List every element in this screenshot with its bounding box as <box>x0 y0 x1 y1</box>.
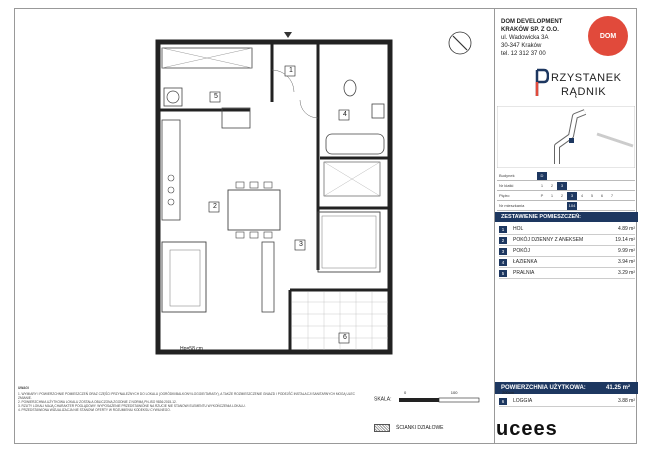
developer-street: ul. Wadowicka 3A <box>501 35 549 41</box>
floor-row <box>497 191 635 201</box>
floor-cell: 6 <box>600 192 604 198</box>
scale-zero: 0 <box>404 390 407 395</box>
room-area: 3.29 m² <box>618 270 635 276</box>
floor-cell: 4 <box>580 192 584 198</box>
plan-label-3: 3 <box>299 241 303 248</box>
room-number: 3 <box>499 248 507 255</box>
room-name: HOL <box>513 226 524 232</box>
developer-phone: tel. 12 312 37 00 <box>501 51 546 57</box>
loggia-row <box>499 396 635 407</box>
flat-row <box>497 201 635 211</box>
north-arrow-icon <box>447 30 473 56</box>
developer-name: DOM DEVELOPMENT <box>501 19 563 25</box>
scale-mid: 100 <box>450 390 458 395</box>
note-line: 2. POWIERZCHNIA UŻYTKOWA LOKALU ZOSTAŁA OBLICZONA ZGODNIE Z NORMĄ PN-ISO 9836:2015-12. <box>18 400 177 404</box>
floor-cell: 1 <box>550 192 554 198</box>
loggia-table <box>499 396 635 407</box>
building-value: D <box>537 172 547 180</box>
stairs-cell: 1 <box>540 182 544 188</box>
footer-brand: ucees <box>496 418 558 440</box>
loggia-name: LOGGIA <box>513 398 533 404</box>
room-area: 4.89 m² <box>618 226 635 232</box>
stairs-cell: 2 <box>550 182 554 188</box>
floor-cell: P <box>540 192 544 198</box>
room-area: 19.14 m² <box>615 237 635 243</box>
room-name: POKÓJ DZIENNY Z ANEKSEM <box>513 237 584 243</box>
building-row <box>497 171 635 181</box>
floor-label: Piętro <box>499 193 510 198</box>
room-area: 9.99 m² <box>618 248 635 254</box>
legend <box>374 424 444 432</box>
stairs-label: Nr klatki <box>499 183 514 188</box>
stairs-row <box>497 181 635 191</box>
room-number: 1 <box>499 226 507 233</box>
developer-city: 30-347 Kraków <box>501 43 542 49</box>
floor-cell: 2 <box>560 192 564 198</box>
loggia-number: 6 <box>499 398 507 405</box>
flat-value: 104 <box>568 202 576 208</box>
building-table <box>497 171 635 211</box>
partition-wall-swatch <box>374 424 390 432</box>
plan-label-1: 1 <box>289 67 293 74</box>
key-plan <box>497 106 635 168</box>
floor-cell: 3 <box>567 192 577 200</box>
room-row <box>499 268 635 279</box>
developer-address <box>501 18 562 58</box>
room-number: 5 <box>499 270 507 277</box>
loggia-area: 3.88 m² <box>618 398 635 404</box>
plan-label-2: 2 <box>213 203 217 210</box>
legend-label: ŚCIANKI DZIAŁOWE <box>396 425 444 431</box>
room-row <box>499 246 635 257</box>
plan-label-6: 6 <box>343 334 347 341</box>
room-name: POKÓJ <box>513 248 530 254</box>
room-row <box>499 224 635 235</box>
rooms-header: ZESTAWIENIE POMIESZCZEŃ: <box>495 212 638 222</box>
developer-logo <box>588 16 628 56</box>
notes-title: UWAGI <box>18 386 29 390</box>
room-name: PRALNIA <box>513 270 535 276</box>
notes-block <box>18 386 358 412</box>
project-name-line1: RZYSTANEK <box>551 72 622 84</box>
note-line: 1. WYMIARY I POWIERZCHNIE POMIESZCZEŃ ORAZ CZĘŚCI PRZYNALEŻNYCH DO LOKALU (OGRÓDKI/BALKONY/LOGGIE/TARASY), A TAKŻE ROZMIESZCZENIE GNIAZD I PODEJŚĆ INSTALACJI SANITARNYCH MOGĄ ULEC ZMIANIE. <box>18 392 355 400</box>
flat-label: Nr mieszkania <box>499 203 525 208</box>
room-row <box>499 257 635 268</box>
room-area: 3.94 m² <box>618 259 635 265</box>
height-note: Hp=58 cm <box>180 346 203 352</box>
scale-label: SKALA: <box>374 396 392 403</box>
floor-cell: 7 <box>610 192 614 198</box>
project-p-icon <box>535 68 549 98</box>
total-area-value: 41.25 m² <box>605 385 630 391</box>
info-panel <box>494 8 637 444</box>
scale-end: 200cm <box>501 390 514 395</box>
stairs-cell: 3 <box>557 182 567 190</box>
plan-label-5: 5 <box>214 93 218 100</box>
building-label: Budynek <box>499 173 515 178</box>
room-number: 2 <box>499 237 507 244</box>
floor-cell: 5 <box>590 192 594 198</box>
project-name-line2: RĄDNIK <box>561 86 607 98</box>
note-line: 4. PRZEDSTAWIONA WIZUALIZACJA NIE STANOWI OFERTY W ROZUMIENIU KODEKSU CYWILNEGO. <box>18 408 171 412</box>
room-number: 4 <box>499 259 507 266</box>
room-row <box>499 235 635 246</box>
rooms-table <box>499 224 635 279</box>
scale-block <box>374 390 514 406</box>
project-logo <box>535 68 625 102</box>
developer-logo-text: DOM <box>599 32 617 40</box>
total-area-bar <box>495 382 638 394</box>
developer-company: KRAKÓW SP. Z O.O. <box>501 27 559 33</box>
plan-label-4: 4 <box>343 111 347 118</box>
total-area-label: POWIERZCHNIA UŻYTKOWA: <box>501 385 586 391</box>
room-name: ŁAZIENKA <box>513 259 538 265</box>
floor-plan <box>150 30 405 375</box>
note-line: 3. RZUTY LOKALI MAJĄ CHARAKTER POGLĄDOWY. WYPOSAŻENIE PRZEDSTAWIONE NA RZUCIE NIE STANOWI ELEMENTU WYKOŃCZENIA LOKALU. <box>18 404 246 408</box>
